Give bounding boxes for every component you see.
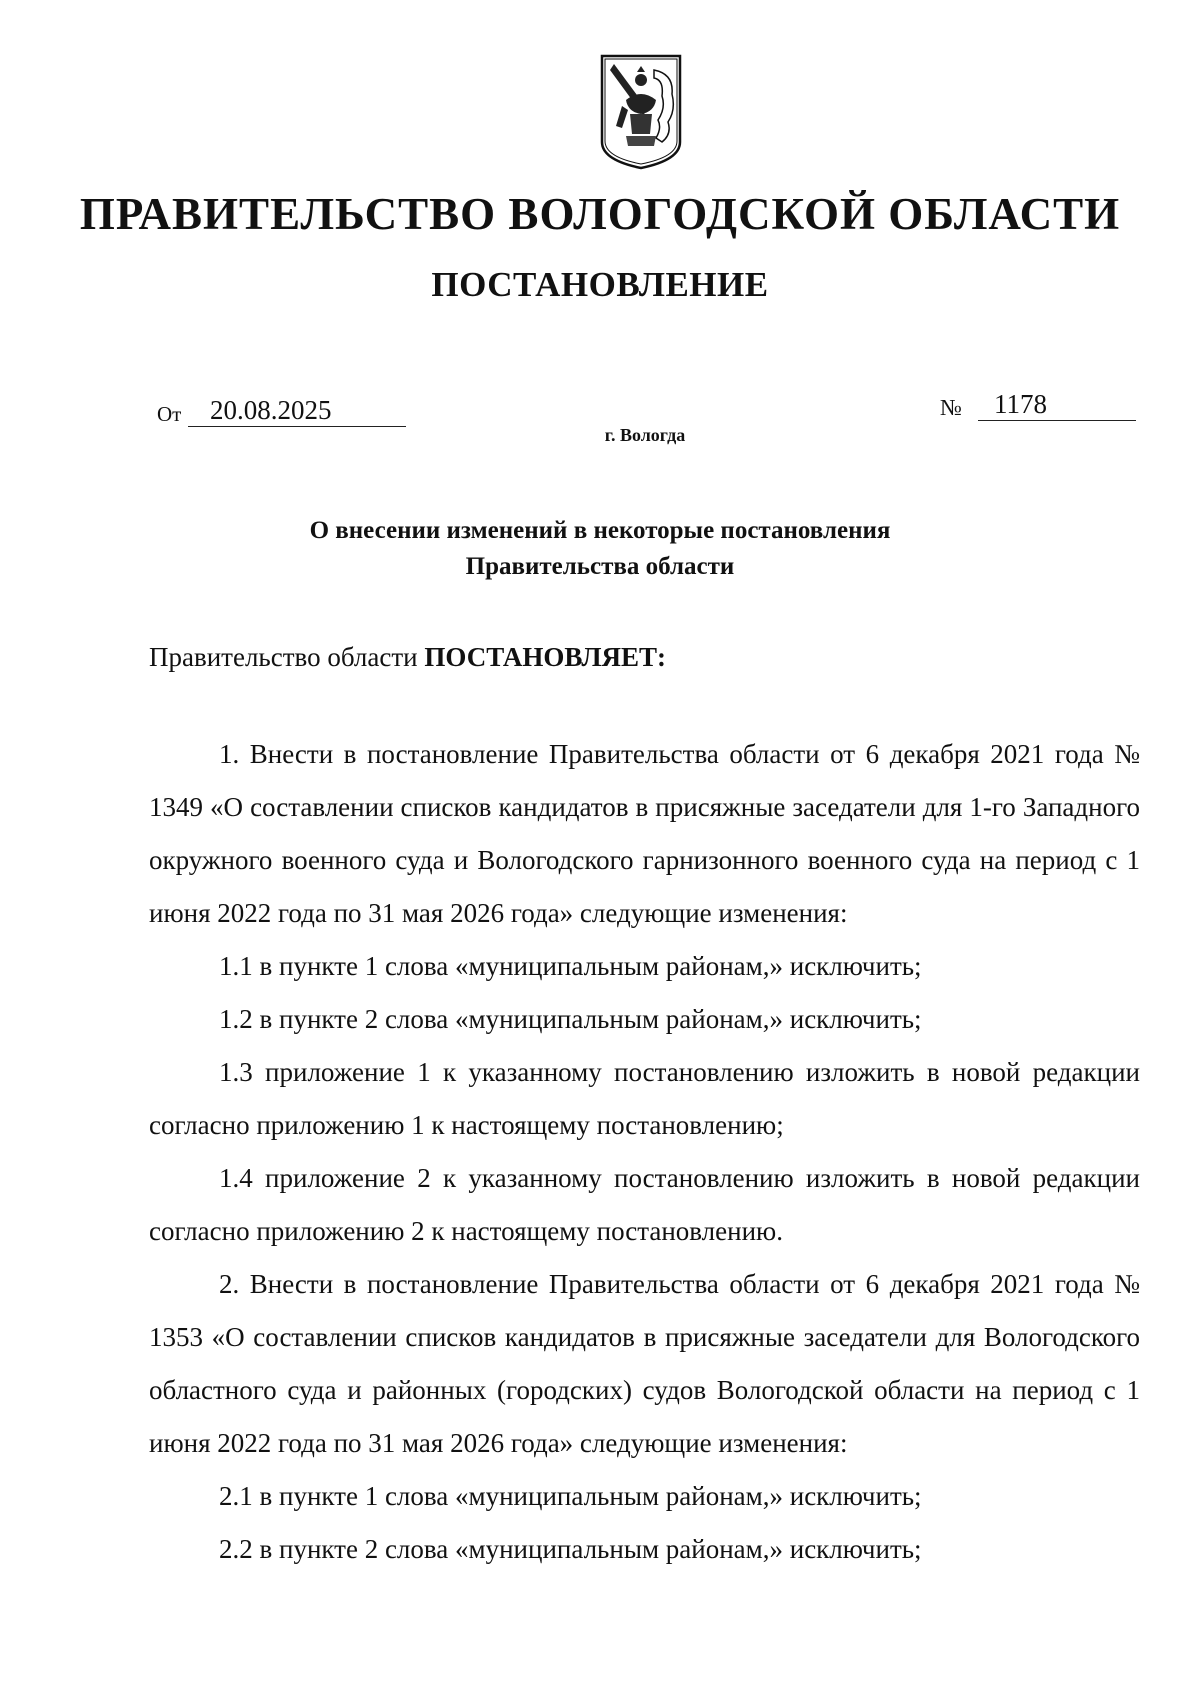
preamble <box>149 642 666 673</box>
paragraph-2-1: 2.1 в пункте 1 слова «муниципальным районам,» исключить; <box>219 1481 922 1511</box>
paragraph-2-2: 2.2 в пункте 2 слова «муниципальным районам,» исключить; <box>219 1534 922 1564</box>
document-subject <box>0 513 1200 585</box>
document-date: 20.08.2025 <box>188 394 406 427</box>
paragraph-2: 2. Внести в постановление Правительства области от 6 декабря 2021 года № 1353 «О составлении списков кандидатов в присяжные заседатели для Вологодского областного суда и районных (городских) судов Вологодской области на период с 1 июня 2022 года по 31 мая 2026 года» следующие изменения: <box>149 1269 1140 1458</box>
government-name: ПРАВИТЕЛЬСТВО ВОЛОГОДСКОЙ ОБЛАСТИ <box>79 189 1121 239</box>
number-label: № <box>940 395 962 420</box>
vologda-coat-of-arms-icon <box>596 50 686 174</box>
paragraph-1-1: 1.1 в пункте 1 слова «муниципальным районам,» исключить; <box>219 951 922 981</box>
paragraph-1-4: 1.4 приложение 2 к указанному постановлению изложить в новой редакции согласно приложению 2 к настоящему постановлению. <box>149 1163 1140 1246</box>
preamble-lead: Правительство области <box>149 642 418 672</box>
paragraph-1-3: 1.3 приложение 1 к указанному постановлению изложить в новой редакции согласно приложению 1 к настоящему постановлению; <box>149 1057 1140 1140</box>
city: г. Вологда <box>604 425 686 445</box>
document-type: ПОСТАНОВЛЕНИЕ <box>431 265 769 304</box>
preamble-verb: ПОСТАНОВЛЯЕТ: <box>424 642 666 672</box>
subject-line-2: Правительства области <box>465 553 735 580</box>
subject-line-1: О внесении изменений в некоторые постановления <box>309 517 891 544</box>
date-label: От <box>157 402 182 426</box>
document-number: 1178 <box>978 388 1136 421</box>
paragraph-1: 1. Внести в постановление Правительства области от 6 декабря 2021 года № 1349 «О составлении списков кандидатов в присяжные заседатели для 1-го Западного окружного военного суда и Вологодского гарнизонного военного суда на период с 1 июня 2022 года по 31 мая 2026 года» следующие изменения: <box>149 739 1140 928</box>
document-body <box>149 728 1140 1576</box>
paragraph-1-2: 1.2 в пункте 2 слова «муниципальным районам,» исключить; <box>219 1004 922 1034</box>
